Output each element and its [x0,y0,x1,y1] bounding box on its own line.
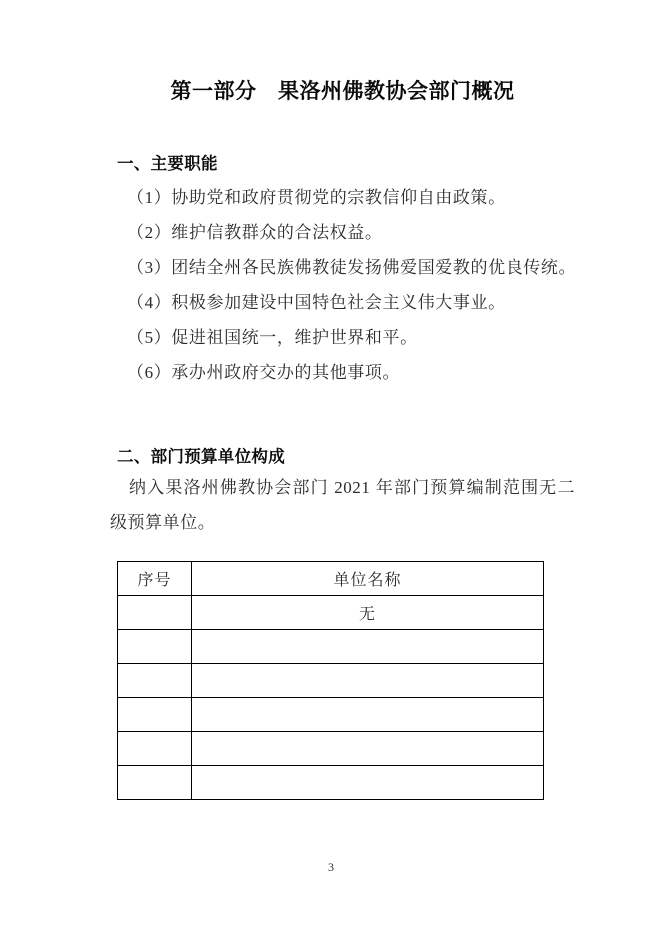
main-duties-list [110,176,575,390]
cell-serial [118,697,192,731]
table-row [118,595,544,629]
table-row [118,663,544,697]
page-title: 第一部分 果洛州佛教协会部门概况 [170,80,515,103]
budget-unit-table [117,561,544,800]
unit-table-container [110,540,575,800]
list-item: （3）团结全州各民族佛教徒发扬佛爱国爱教的优良传统。 [127,257,577,277]
cell-unit-name: 无 [192,595,544,629]
cell-unit-name [192,629,544,663]
section-heading-budget-units: 二、部门预算单位构成 [117,447,285,466]
page-content [110,0,575,800]
list-item: （5）促进祖国统一，维护世界和平。 [127,327,418,347]
table-row [118,765,544,799]
budget-units-paragraph: 纳入果洛州佛教协会部门 2021 年部门预算编制范围无二级预算单位。 [110,477,575,532]
section-heading-main-duties: 一、主要职能 [117,155,218,174]
list-item: （6）承办州政府交办的其他事项。 [127,362,401,382]
table-row [118,731,544,765]
cell-serial [118,629,192,663]
table-row [118,629,544,663]
table-row [118,697,544,731]
cell-serial [118,663,192,697]
cell-serial [118,765,192,799]
page-number: 3 [328,860,334,874]
column-header-serial: 序号 [118,561,192,595]
table-body [118,561,544,799]
table-header-row [118,561,544,595]
list-item: （4）积极参加建设中国特色社会主义伟大事业。 [127,292,506,312]
list-item: （2）维护信教群众的合法权益。 [127,222,383,242]
cell-unit-name [192,697,544,731]
cell-serial [118,595,192,629]
cell-unit-name [192,765,544,799]
cell-unit-name [192,731,544,765]
cell-serial [118,731,192,765]
column-header-unit-name: 单位名称 [192,561,544,595]
list-item: （1）协助党和政府贯彻党的宗教信仰自由政策。 [127,187,506,207]
cell-unit-name [192,663,544,697]
